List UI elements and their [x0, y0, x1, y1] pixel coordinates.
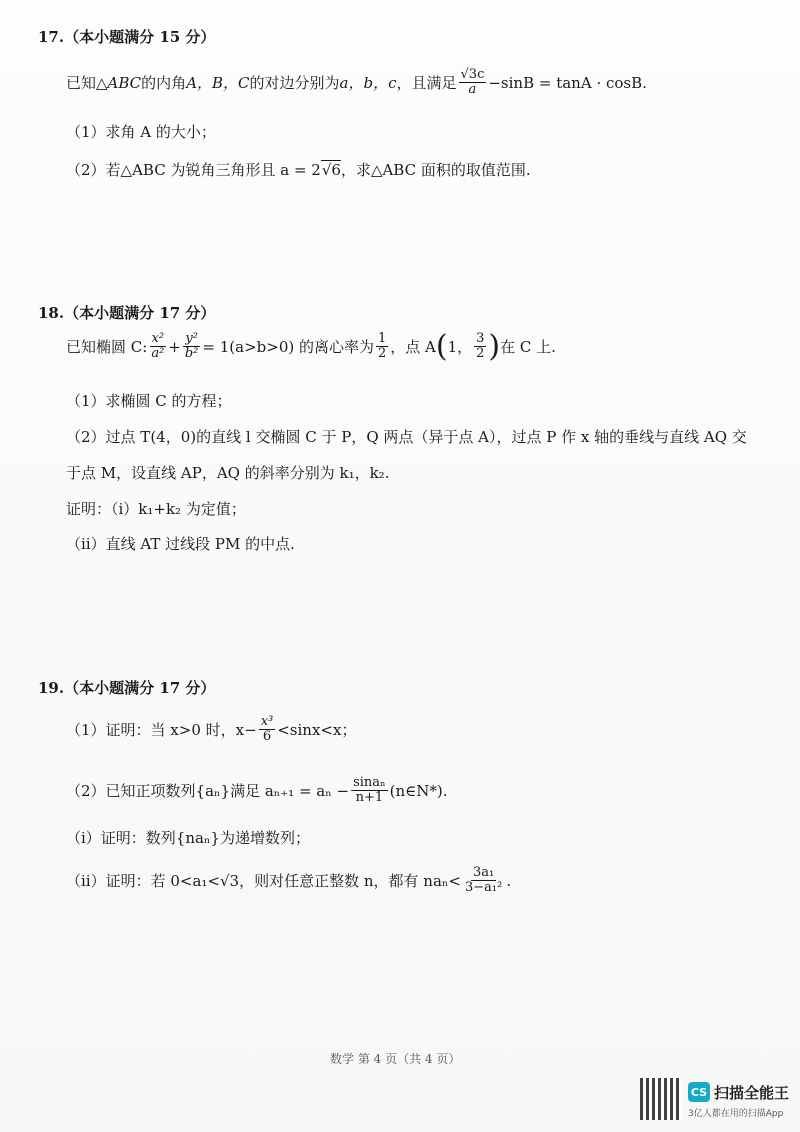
- q19-part1-fraction: [259, 715, 276, 745]
- q17-part1: （1）求角 A 的大小；: [66, 123, 216, 141]
- q19-heading: 19.（本小题满分 17 分）: [38, 679, 216, 697]
- q18-pt-den: 2: [476, 346, 485, 362]
- q18-proof2: （ⅱ）直线 AT 过线段 PM 的中点.: [66, 535, 295, 553]
- q17-stem: [66, 68, 647, 98]
- q18-part1: （1）求椭圆 C 的方程；: [66, 392, 232, 410]
- q17-stem-vars2: a，b，c: [339, 73, 397, 92]
- q18-f2-den: b²: [184, 346, 199, 362]
- q17-part2: [66, 160, 531, 179]
- q18-fraction-x: [149, 332, 166, 362]
- q19-part2-fraction: [351, 776, 388, 806]
- q18-stem: [66, 329, 556, 365]
- q18-fraction-y: [183, 332, 201, 362]
- q18-e-num: 1: [377, 331, 387, 346]
- page-number: 数学 第 4 页（共 4 页）: [330, 1052, 461, 1066]
- q17-stem-a: 已知△: [66, 73, 108, 92]
- q19-part2: [66, 776, 448, 806]
- q18-left-paren: (: [435, 329, 448, 365]
- q17-stem-c: 的对边分别为: [249, 73, 340, 92]
- q17-stem-d: ，且满足: [396, 73, 457, 92]
- q19-p1-den: 6: [262, 729, 272, 745]
- q19-part2-a: （2）已知正项数列{aₙ}满足 aₙ₊₁ = aₙ −: [66, 781, 350, 800]
- q18-f1-num: x²: [151, 331, 165, 346]
- q19-part-ii: [66, 866, 511, 896]
- q18-f2-num: y²: [185, 331, 198, 346]
- q17-frac-num: √3c: [460, 67, 485, 82]
- q18-stem-a: 已知椭圆 C:: [66, 337, 148, 356]
- q19-ii-den: 3−a₁²: [464, 880, 503, 896]
- q17-fraction: [459, 68, 487, 98]
- q18-right-paren: ): [488, 329, 501, 365]
- q18-heading: 18.（本小题满分 17 分）: [38, 304, 216, 322]
- q18-stem-d: 在 C 上.: [500, 337, 556, 356]
- q19-part-ii-a: （ⅱ）证明：若 0<a₁<√3，则对任意正整数 n，都有 naₙ<: [66, 871, 461, 890]
- q18-proof1: 证明：（ⅰ）k₁+k₂ 为定值；: [66, 500, 246, 518]
- q18-point-a: 1，: [447, 337, 473, 356]
- q17-stem-abc: ABC: [107, 73, 142, 92]
- q18-pt-num: 3: [476, 331, 485, 346]
- q17-stem-vars1: A，B，C: [186, 73, 250, 92]
- q19-part-ii-b: .: [506, 871, 512, 890]
- q18-fraction-pt: [474, 332, 486, 362]
- q18-stem-b: = 1(a>b>0) 的离心率为: [202, 337, 374, 356]
- q17-stem-e: −sinB = tanA · cosB.: [488, 73, 647, 92]
- q19-p1-num: x³: [260, 714, 274, 729]
- q18-f1-den: a²: [151, 346, 165, 362]
- q18-fraction-e: [376, 332, 388, 362]
- q19-part-ii-fraction: [463, 866, 504, 896]
- q19-part2-b: (n∈N*).: [389, 781, 448, 800]
- q19-p2-num: sinaₙ: [353, 775, 386, 790]
- q18-stem-c: ，点 A: [390, 337, 436, 356]
- camscanner-brand: 扫描全能王: [714, 1084, 790, 1102]
- q19-p2-den: n+1: [355, 790, 384, 806]
- q18-plus: +: [168, 337, 181, 356]
- q18-e-den: 2: [377, 346, 387, 362]
- q19-ii-num: 3a₁: [473, 865, 495, 880]
- q19-part-i: （ⅰ）证明：数列{naₙ}为递增数列；: [66, 829, 310, 847]
- q17-part2-a: （2）若△ABC 为锐角三角形且 a = 2: [66, 160, 321, 179]
- q17-part2-sqrt: √6: [321, 161, 341, 179]
- q17-heading: 17.（本小题满分 15 分）: [38, 28, 216, 46]
- q19-part1-b: <sinx<x；: [277, 720, 357, 739]
- q18-part2-line2: 于点 M，设直线 AP，AQ 的斜率分别为 k₁，k₂.: [66, 464, 390, 482]
- camscanner-tagline: 3亿人都在用的扫描App: [688, 1109, 784, 1119]
- q17-part2-b: ，求△ABC 面积的取值范围.: [340, 160, 531, 179]
- q18-part2-line1: （2）过点 T(4，0)的直线 l 交椭圆 C 于 P，Q 两点（异于点 A），过点 P 作 x 轴的垂线与直线 AQ 交: [66, 428, 747, 446]
- q19-part1-a: （1）证明：当 x>0 时，x−: [66, 720, 257, 739]
- qr-code-icon: [640, 1078, 682, 1120]
- q17-frac-den: a: [468, 82, 477, 98]
- camscanner-logo-icon: CS: [688, 1082, 710, 1102]
- q19-part1: [66, 715, 356, 745]
- q17-stem-b: 的内角: [141, 73, 187, 92]
